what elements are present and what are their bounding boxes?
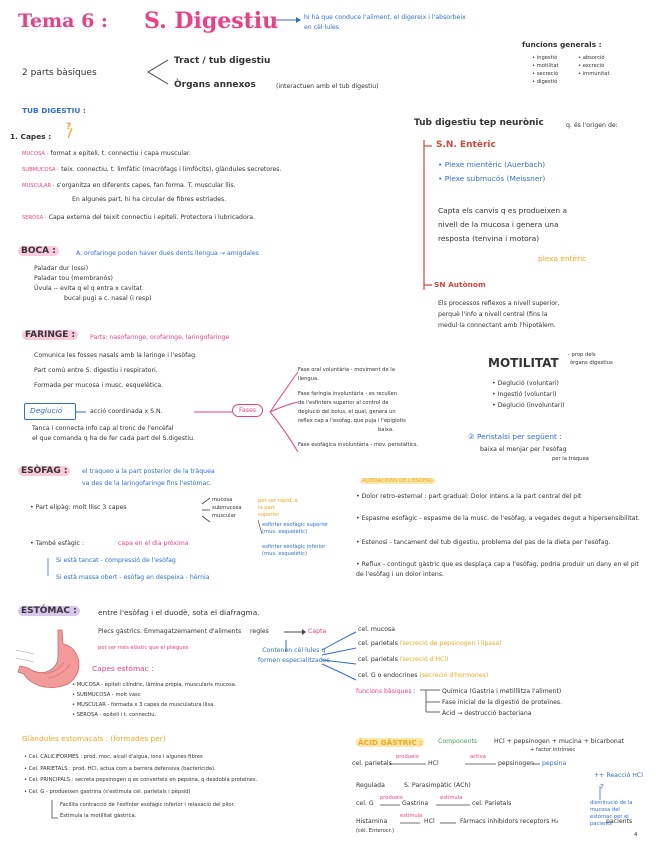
acid-row1-mid: produeix bbox=[396, 754, 419, 760]
acid-row4-pacients: pacients bbox=[606, 818, 633, 825]
acid-title: ÀCID GÀSTRIC : bbox=[358, 738, 423, 747]
esofag-capes: • Part elipàg: molt llisc 3 capes bbox=[30, 504, 127, 511]
acid-right-reaccio: ++ Reacció HCl bbox=[594, 772, 643, 779]
acid-row3-parietals: cel. Parietals bbox=[472, 800, 512, 807]
functions-col2: • absorció • excreció • immunitat bbox=[578, 55, 610, 77]
nervous-title: Tub digestiu tep neurònic bbox=[414, 118, 544, 128]
acid-row3-estimula: estimula bbox=[440, 795, 463, 801]
layer-muscular-2: En algunes part, hi ha circular de fibres estriades. bbox=[72, 196, 227, 203]
cel-g: cel. G o endocrines (secreció d'hormones) bbox=[358, 672, 489, 679]
capta-text: Capta els canvis q es produeixen a nivell de la mucosa i genera una resposta (tenvina i motora) bbox=[438, 206, 567, 243]
fases-lines: Fase oral voluntària - moviment de la llengua. Fase faríngia involuntària - es recullen de l'esfínters superior al control de deglució del bolus, el qual, genera un reflex cap a l'esòfag, que puja i l'epiglotis baixa. Fase esofàgica involuntària - mov. peristàltics. bbox=[298, 367, 419, 448]
autonom-text: Els processos reflexos a nivell superior, perquè l'info a nivell central (fins la medul·la connectant amb l'hipotàlem. bbox=[438, 300, 560, 329]
esofag-capes-note: pot ser ràpid, a la part superior bbox=[258, 498, 298, 518]
capes-label: 1. Capes : bbox=[10, 132, 52, 141]
estomac-regles: regles bbox=[250, 628, 269, 635]
alt-estenosi: • Estenosi - tancament del tub digestiu, problema del pas de la dieta per l'esòfag. bbox=[356, 539, 611, 546]
acid-row1-activa: activa bbox=[470, 754, 486, 760]
faringe-lines: Comunica les fosses nasals amb la laringe i l'esòfag. Part comú entre S. digestiu i respiratori. Formada per mucosa i musc. esquelètica. bbox=[34, 352, 197, 389]
acid-row4-histamina: Histamina bbox=[356, 818, 388, 825]
esofag-desc: el traqueo a la part posterior de la tràquea bbox=[82, 468, 215, 475]
deglucio-lines: Tanca i connecta info cap al tronc de l'encèfal el que comanda q ha de fer cada part del S.digestiu. bbox=[32, 425, 195, 442]
si-esta-2: Si està massa obert - esòfag en despeixa - hèrnia bbox=[56, 574, 210, 581]
acid-row3-celg: cel. G bbox=[356, 800, 374, 807]
acid-right-q: ? bbox=[600, 782, 604, 791]
capes-estomac-items: • MUCOSA - epiteli cilíndric, làmina pròpia, muscularis mucosa. • SUBMUCOSA - molt vasc • MUSCULAR - formada x 3 capes de musculatura llisa. • SEROSA - epiteli i t. connectiu. bbox=[72, 682, 237, 718]
header-note-2: en cèl·lules bbox=[304, 24, 339, 31]
page-number: 4 bbox=[634, 832, 638, 838]
capes-mark: ? bbox=[66, 122, 72, 132]
plexe-mienteric: • Plexe mientèric (Auerbach) bbox=[438, 160, 546, 169]
acid-comp-text: HCl + pepsinogen + mucina + bicarbonat bbox=[494, 738, 625, 745]
estomac-pot-ser: pot ser més elàstic que el pliegues bbox=[98, 645, 189, 651]
parts-label: 2 parts bàsiques bbox=[22, 68, 97, 78]
funcions-basiques-items: Química (Gastria i metilllitza l'aliment) Fase inicial de la digestió de proteïnes. Àcid → destrucció bacteriana bbox=[442, 688, 563, 717]
fases-node: Fases bbox=[232, 404, 263, 417]
alt-dolor: • Dolor retro-esternal : part gradual: Dolor intens a la part central del pit bbox=[356, 493, 582, 500]
tract-label: Tract / tub digestiu bbox=[174, 56, 271, 66]
acid-row3-gastrina: Gastrina bbox=[402, 800, 429, 807]
acid-comp-text-2: + factor intrínsec bbox=[530, 747, 576, 753]
layer-serosa: SEROSA - Capa externa del teixit connectiu i epiteli. Protectora i lubricadora. bbox=[22, 214, 256, 221]
glandules-items: • Cel. CALICIFORMES : prod. moc, alcalí d'aigua, ions i algunes fibres • Cel. PARIETALS : prod. HCl, actua com a barrera defensiva (bactericida). • Cel. PRINCIPALS : secreta pepsinogen q es converteix en pepsina, q desdobla proteïnes. • Cel. G - produeixen gastrina (s'estimula cel. parietals i pèpsid) bbox=[24, 754, 258, 795]
functions-title: funcions generals : bbox=[522, 40, 602, 49]
nervous-title-note: q. és l'origen de: bbox=[566, 122, 618, 129]
header-note: hi hà que conduce l'aliment, el digereix i l'absorbeix bbox=[304, 14, 466, 21]
estomac-plecs: Plecs gàstrics. Emmagatzemament d'aliments bbox=[98, 628, 242, 635]
page-topic: S. Digestiu bbox=[144, 8, 279, 34]
acid-row1-hcl: HCl bbox=[428, 760, 439, 767]
layer-submucosa: SUBMUCOSA - teix. connectiu, t. limfàtic (macròfags i limfòcits), glàndules secretores. bbox=[22, 166, 282, 173]
tambe-label: • També esfàgic : bbox=[30, 540, 84, 547]
deglucio-label: Deglució bbox=[30, 406, 63, 415]
page-title: Tema 6 : bbox=[18, 10, 108, 32]
esofag-capes-sub: mucosa submucosa muscular bbox=[212, 497, 242, 519]
plexe-submucos: • Plexe submucós (Meissner) bbox=[438, 174, 546, 183]
organs-note: (interactuen amb el tub digestiu) bbox=[276, 83, 379, 90]
acid-row4-hcl: HCl bbox=[424, 818, 435, 825]
capes-estomac-title: Capes estómac : bbox=[92, 664, 154, 673]
esf-sup: esfínter esofàgic superior (mus. esquelètic) bbox=[262, 522, 329, 535]
peristalsi-note: per la tràquea bbox=[552, 456, 589, 462]
estomac-capta: Capta bbox=[308, 628, 327, 635]
sn-enteric: S.N. Entèric bbox=[436, 140, 496, 150]
boca-label: BOCA : bbox=[18, 246, 59, 256]
motilitat-note-2: òrgans digestius bbox=[570, 360, 613, 366]
peristalsi-desc: baixa el menjar per l'esòfag bbox=[480, 446, 567, 453]
deglucio-desc: acció coordinada x S.N. bbox=[90, 408, 163, 415]
peristalsi: ② Peristalsi per següent : bbox=[468, 432, 562, 441]
acid-row4-farmacs: Fàrmacs inhibidors receptors H₂ bbox=[460, 818, 559, 825]
acid-row3-produeix: produeix bbox=[380, 795, 403, 801]
faringe-label: FARINGE : bbox=[22, 330, 78, 340]
acid-parasimpatic: S. Parasimpàtic (ACh) bbox=[404, 782, 471, 789]
organs-label: Òrgans annexos bbox=[174, 80, 256, 90]
tub-heading: TUB DIGESTIU : bbox=[22, 106, 86, 115]
acid-regulada: Regulada bbox=[356, 782, 385, 789]
estomac-label: ESTÓMAC : bbox=[18, 606, 80, 616]
alteracions-title: ALTERACIONS DE L'ESÒFAG bbox=[362, 478, 433, 484]
acid-row4-note: (cèl. Enterocr.) bbox=[356, 828, 394, 834]
estomac-desc: entre l'esòfag i el duodè, sota el diafragma. bbox=[98, 608, 260, 617]
alt-reflux: • Reflux - contingut gàstric que es desplaça cap a l'esòfag, podria produir un dany en el pit de l'esòfag i un dolor intens. bbox=[356, 561, 639, 578]
sn-autonom: SN Autònom bbox=[434, 280, 486, 289]
acid-right-text: disminució de la mucosa del estómac per el pacients bbox=[590, 800, 633, 827]
faringe-desc: Parts: nasofaringe, orofaringe, laringofaringe bbox=[90, 334, 230, 341]
acid-row1-pepsina: pepsina bbox=[542, 760, 567, 767]
functions-col1: • ingestió • motilitat • secreció • digestió bbox=[532, 55, 559, 85]
tambe-note: capa en el dia pròxima bbox=[118, 540, 189, 547]
motilitat-title: MOTILITAT bbox=[488, 356, 559, 370]
acid-row1-pepsinogen: pepsinogen bbox=[498, 760, 534, 767]
cel-principals: cel. parietals (secreció de pepsinogen i lipasa) bbox=[358, 640, 502, 647]
motilitat-note: - prop dels bbox=[568, 352, 596, 358]
esofag-label: ESÒFAG : bbox=[18, 466, 70, 476]
glandules-sub: Facilita contracció de l'esfínter esofàgic inferior i relaxació del pílor. Estimula la motilitat gàstrica. bbox=[60, 802, 235, 819]
acid-components: Components bbox=[438, 738, 478, 745]
si-esta: Si està tancat - compressió de l'esòfag bbox=[56, 557, 176, 564]
motilitat-items: • Deglució (voluntari) • Ingestió (voluntari) • Deglució (involuntari) bbox=[492, 380, 565, 409]
esf-inf: esfínter esofàgic inferior (mus. esquelètic) bbox=[262, 544, 326, 557]
esofag-desc-2: va des de la laringofaringe fins l'estómac. bbox=[82, 480, 212, 487]
funcions-basiques: funcions bàsiques : bbox=[356, 688, 416, 695]
cel-especialitzades: Contenen cèl·lules q formen especialitzades bbox=[258, 647, 330, 664]
alt-espasme: • Espasme esofàgic - espasme de la musc. de l'esòfag, a vegades degut a hipersensibilitat. bbox=[356, 515, 640, 522]
layer-muscular: MUSCULAR - s'organitza en diferents capes, fan forma. T. muscular llis. bbox=[22, 182, 236, 189]
boca-desc: A. orofaringe poden haver dues dents llengua → amígdales bbox=[76, 250, 259, 257]
cel-mucosa: cel. mucosa bbox=[358, 626, 396, 633]
plexa-enteric: plexa entèric bbox=[538, 254, 587, 263]
cel-parietals: cel. parietals (secreció d'HCl) bbox=[358, 656, 449, 663]
acid-row4-estimula: estimula bbox=[400, 813, 423, 819]
glandules-title: Glàndules estomacals : (formades per) bbox=[22, 734, 166, 743]
boca-lines: Paladar dur (ossi) Paladar tou (membranós) Úvula -- evita q el q entra x cavitat bucal pugi a c. nasal (i resp) bbox=[34, 265, 152, 302]
acid-row1-a: cel. parietals bbox=[352, 760, 392, 767]
layer-mucosa: MUCOSA - format x epiteli, t. connectiu i capa muscular. bbox=[22, 150, 191, 157]
